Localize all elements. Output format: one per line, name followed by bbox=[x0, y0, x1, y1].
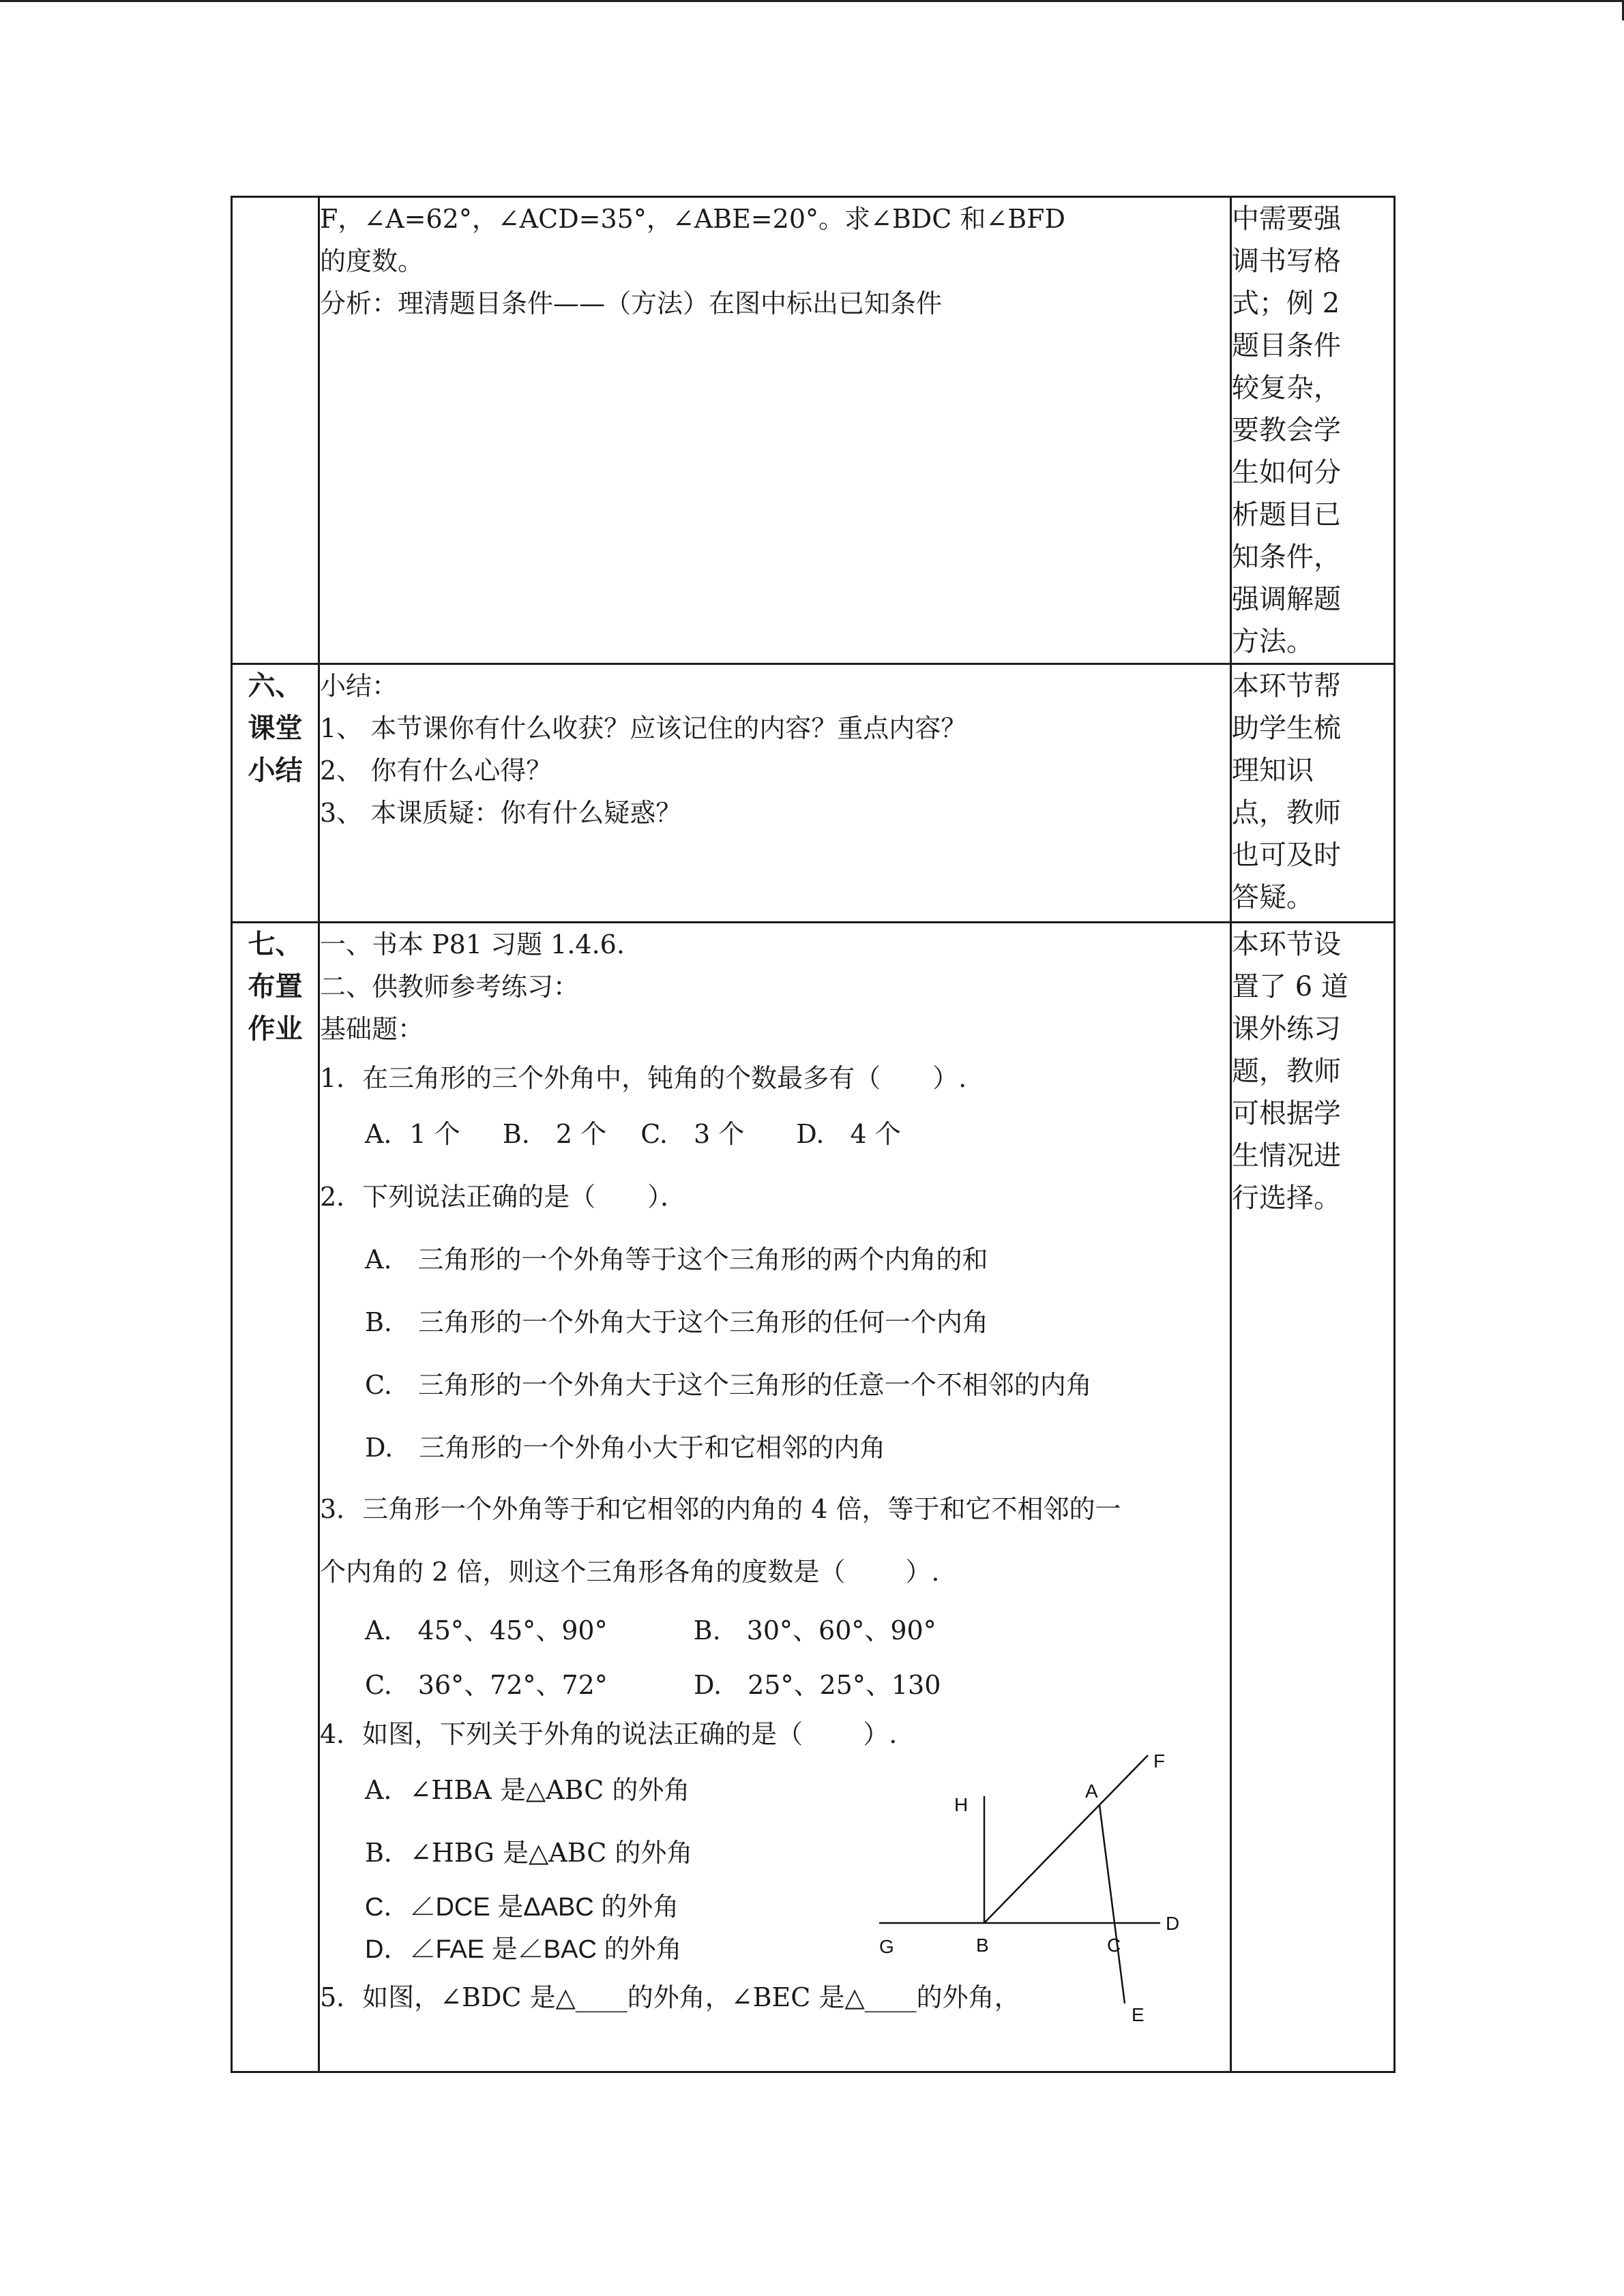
label-e: E bbox=[1132, 2004, 1145, 2025]
row-class-summary bbox=[232, 664, 1395, 923]
question-4: 4．如图，下列关于外角的说法正确的是（ ）. bbox=[320, 1719, 898, 1749]
note-line: 生情况进 bbox=[1232, 1140, 1341, 1172]
teaching-note bbox=[1231, 197, 1395, 664]
note-line: 答疑。 bbox=[1232, 882, 1314, 913]
section-label: 课堂 bbox=[248, 713, 303, 744]
note-line: 知条件， bbox=[1232, 541, 1341, 573]
section-label: 七、 bbox=[248, 929, 303, 960]
note-line: 本环节设 bbox=[1232, 929, 1341, 960]
label-b: B bbox=[976, 1935, 989, 1956]
section-title-homework bbox=[232, 923, 319, 2072]
lesson-plan-table bbox=[231, 196, 1396, 2073]
summary-content bbox=[319, 664, 1231, 923]
note-line: 生如何分 bbox=[1232, 457, 1341, 488]
question-3: 个内角的 2 倍，则这个三角形各角的度数是（ ）. bbox=[320, 1557, 940, 1587]
note-line: 调书写格 bbox=[1232, 245, 1341, 277]
label-d: D bbox=[1166, 1913, 1180, 1934]
label-g: G bbox=[879, 1936, 894, 1957]
question-1: 1．在三角形的三个外角中，钝角的个数最多有（ ）. bbox=[320, 1063, 967, 1093]
summary-line: 2、 你有什么心得？ bbox=[320, 756, 552, 786]
question-4-option: D．∠FAE 是∠BAC 的外角 bbox=[365, 1935, 682, 1964]
note-line: 中需要强 bbox=[1232, 203, 1341, 235]
section-label: 作业 bbox=[248, 1013, 303, 1045]
question-3: 3．三角形一个外角等于和它相邻的内角的 4 倍，等于和它不相邻的一 bbox=[320, 1494, 1121, 1524]
label-c: C bbox=[1107, 1935, 1121, 1956]
note-line: 理知识 bbox=[1232, 755, 1314, 786]
section-title-summary bbox=[232, 664, 319, 923]
note-line: 本环节帮 bbox=[1232, 670, 1341, 702]
note-line: 式；例 2 bbox=[1232, 288, 1340, 319]
example-line: F，∠A=62°，∠ACD=35°，∠ABE=20°。求∠BDC 和∠BFD bbox=[320, 204, 1065, 234]
question-5: 5．如图，∠BDC 是△____的外角，∠BEC 是△____的外角， bbox=[320, 1982, 1020, 2012]
note-line: 要教会学 bbox=[1232, 415, 1341, 446]
note-line: 较复杂， bbox=[1232, 372, 1341, 404]
section-label: 小结 bbox=[248, 755, 303, 786]
example-line: 的度数。 bbox=[320, 246, 424, 276]
page-top-edge bbox=[0, 0, 1624, 2]
question-2: 2．下列说法正确的是（ ）． bbox=[320, 1182, 687, 1212]
question-3-option: C. 36°、72°、72° D. 25°、25°、130 bbox=[365, 1670, 941, 1700]
example-analysis: 分析：理清题目条件——（方法）在图中标出已知条件 bbox=[320, 288, 943, 318]
note-line: 也可及时 bbox=[1232, 839, 1341, 871]
question-4-option: C．∠DCE 是ΔABC 的外角 bbox=[365, 1893, 679, 1922]
row-homework bbox=[232, 923, 1395, 2072]
note-line: 课外练习 bbox=[1232, 1013, 1341, 1045]
homework-line: 基础题： bbox=[320, 1014, 424, 1044]
triangle-figure bbox=[879, 1742, 1207, 2028]
note-line: 题，教师 bbox=[1232, 1056, 1341, 1087]
question-3-option: A. 45°、45°、90° B. 30°、60°、90° bbox=[365, 1615, 936, 1645]
line-ae bbox=[1099, 1805, 1125, 2003]
question-1-options: A．1 个 B. 2 个 C. 3 个 D. 4 个 bbox=[365, 1119, 901, 1149]
label-a: A bbox=[1085, 1780, 1098, 1802]
teaching-note bbox=[1231, 664, 1395, 923]
label-h: H bbox=[954, 1794, 969, 1815]
section-label: 布置 bbox=[248, 971, 303, 1002]
note-line: 题目条件 bbox=[1232, 330, 1341, 361]
note-line: 可根据学 bbox=[1232, 1098, 1341, 1129]
question-2-option: B. 三角形的一个外角大于这个三角形的任何一个内角 bbox=[365, 1307, 989, 1337]
question-2-option: A. 三角形的一个外角等于这个三角形的两个内角的和 bbox=[365, 1244, 988, 1274]
note-line: 置了 6 道 bbox=[1232, 971, 1348, 1002]
section-label: 六、 bbox=[248, 670, 303, 702]
note-line: 点，教师 bbox=[1232, 797, 1341, 829]
question-4-option: A．∠HBA 是△ABC 的外角 bbox=[365, 1775, 690, 1805]
note-line: 强调解题 bbox=[1232, 584, 1341, 615]
summary-line: 小结： bbox=[320, 671, 398, 701]
teaching-note bbox=[1231, 923, 1395, 2072]
note-line: 行选择。 bbox=[1232, 1182, 1341, 1214]
example-content bbox=[319, 197, 1231, 664]
homework-content bbox=[319, 923, 1231, 2072]
question-4-option: B．∠HBG 是△ABC 的外角 bbox=[365, 1838, 693, 1868]
summary-line: 1、 本节课你有什么收获？应该记住的内容？重点内容？ bbox=[320, 713, 967, 743]
label-f: F bbox=[1153, 1750, 1166, 1772]
note-line: 方法。 bbox=[1232, 626, 1314, 657]
section-cell-empty bbox=[232, 197, 319, 664]
note-line: 助学生梳 bbox=[1232, 713, 1341, 744]
summary-line: 3、 本课质疑：你有什么疑惑？ bbox=[320, 798, 682, 828]
homework-line: 二、供教师参考练习： bbox=[320, 972, 580, 1002]
question-2-option: D. 三角形的一个外角小大于和它相邻的内角 bbox=[365, 1433, 886, 1463]
homework-line: 一、书本 P81 习题 1.4.6. bbox=[320, 929, 625, 959]
line-bf bbox=[984, 1755, 1148, 1923]
note-line: 析题目已 bbox=[1232, 499, 1341, 531]
question-2-option: C. 三角形的一个外角大于这个三角形的任意一个不相邻的内角 bbox=[365, 1370, 1092, 1400]
row-example-continued bbox=[232, 197, 1395, 664]
